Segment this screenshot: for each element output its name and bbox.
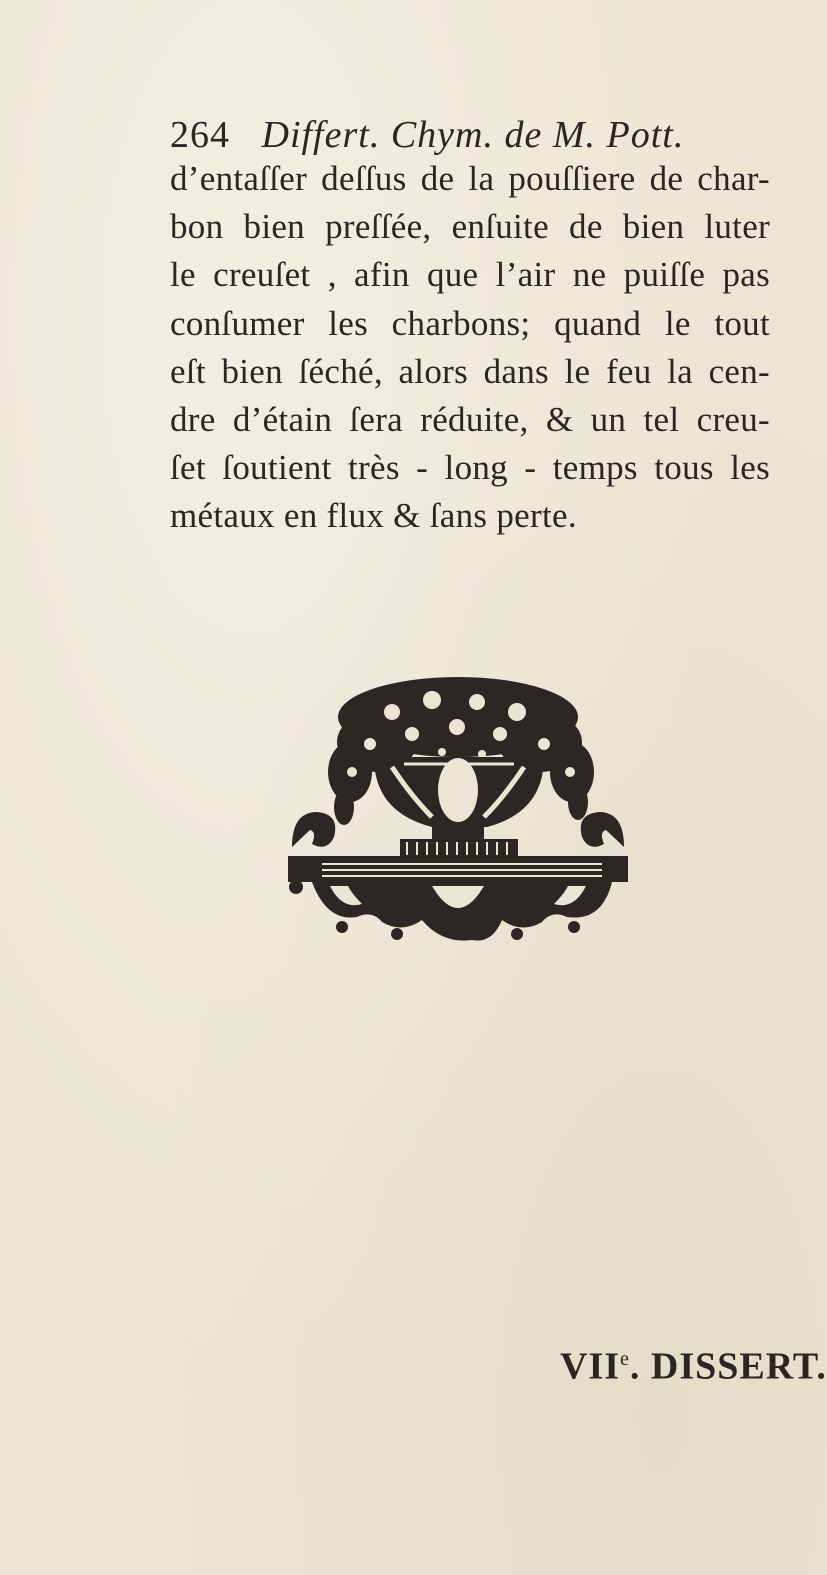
catchword-superscript: e [620, 1348, 630, 1370]
text-line: bon bien preſſée, enſuite de bien luter [170, 207, 770, 247]
text-line: d’entaſſer deſſus de la pouſſiere de char- [170, 159, 770, 198]
running-title: Differt. Chym. de M. Pott. [261, 114, 685, 156]
text-line: eſt bien ſéché, alors dans le feu la cen- [170, 351, 770, 391]
text-line: conſumer les charbons; quand le tout [170, 303, 770, 343]
flower-basket-ornament [282, 672, 634, 947]
text-line: ſet ſoutient très - long - temps tous les [170, 448, 770, 488]
body-text [170, 155, 770, 541]
catchword [560, 1336, 827, 1388]
running-header [170, 112, 730, 158]
text-line: le creuſet , afin que l’air ne puiſſe pas [170, 255, 770, 295]
catchword-numeral: VII [560, 1345, 621, 1388]
catchword-text: . DISSERT. [629, 1345, 827, 1388]
text-line: dre d’étain ſera réduite, & un tel creu- [170, 399, 770, 439]
page-number: 264 [170, 114, 230, 156]
text-line: métaux en flux & ſans perte. [170, 496, 577, 536]
